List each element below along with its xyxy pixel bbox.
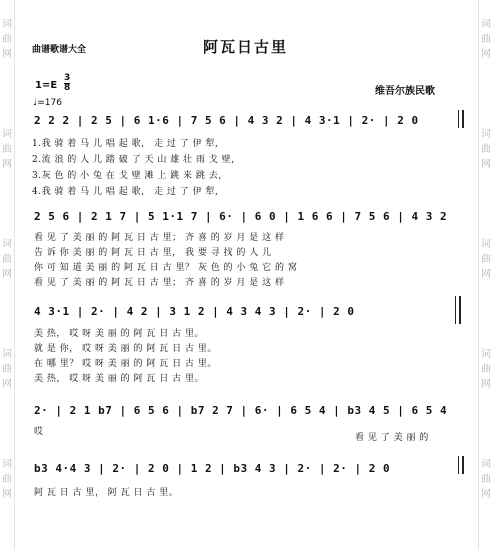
lyric-line: 哎 [34, 427, 44, 437]
watermark-char: 词 [481, 459, 491, 470]
song-title: 阿瓦日古里 [203, 38, 289, 56]
lyric-line: 就 是 你， 哎 呀 美 丽 的 阿 瓦 日 古 里。 [34, 344, 217, 354]
notation-line: 2 5 6 | 2 1 7 | 5 1·1 7 | 6· | 6 0 | 1 6 6 | 7 5 6 | 4 3 2 [34, 210, 448, 223]
watermark-char: 网 [2, 49, 12, 60]
lyric-line: 2.流 浪 的 人 儿 踏 破 了 天 山 雄 壮 雨 戈 壁， [32, 155, 241, 165]
watermark-char: 曲 [2, 254, 12, 265]
watermark-char: 网 [2, 489, 12, 500]
watermark-char: 曲 [2, 364, 12, 375]
notation-line: 2· | 2 1 b7 | 6 5 6 | b7 2 7 | 6· | 6 5 4 | b3 4 5 | 6 5 4 [34, 404, 448, 417]
lyric-line: 在 哪 里？ 哎 呀 美 丽 的 阿 瓦 日 古 里。 [34, 359, 217, 369]
repeat-barline [458, 110, 464, 128]
watermark-char: 词 [2, 459, 12, 470]
watermark-char: 词 [2, 19, 12, 30]
final-barline [458, 456, 464, 474]
watermark-char: 曲 [2, 34, 12, 45]
watermark-char: 曲 [2, 474, 12, 485]
source-label: 曲谱歌谱大全 [32, 45, 87, 55]
lyric-line: 看 见 了 美 丽 的 阿 瓦 日 古 里； 齐 喜 的 岁 月 是 这 样 [34, 233, 285, 243]
watermark-char: 曲 [481, 364, 491, 375]
lyric-line: 美 热， 哎 呀 美 丽 的 阿 瓦 日 古 里。 [34, 329, 204, 339]
watermark-char: 词 [2, 239, 12, 250]
lyric-line: 看 见 了 美 丽 的 阿 瓦 日 古 里； 齐 喜 的 岁 月 是 这 样 [34, 278, 285, 288]
watermark-char: 曲 [481, 254, 491, 265]
watermark-char: 网 [2, 269, 12, 280]
notation-line: 4 3·1 | 2· | 4 2 | 3 1 2 | 4 3 4 3 | 2· | 2 0 [34, 305, 355, 318]
lyric-line: 告 诉 你 美 丽 的 阿 瓦 日 古 里， 我 要 寻 找 的 人 儿 [34, 248, 272, 258]
lyric-line: 3.灰 色 的 小 兔 在 戈 壁 滩 上 跳 来 跳 去， [32, 171, 228, 181]
watermark-char: 曲 [2, 144, 12, 155]
lyric-line: 美 热， 哎 呀 美 丽 的 阿 瓦 日 古 里。 [34, 374, 204, 384]
watermark-char: 网 [2, 379, 12, 390]
lyric-line: 4.我 骑 着 马 儿 唱 起 歌， 走 过 了 伊 犁， [32, 187, 225, 197]
time-signature [64, 74, 70, 93]
watermark-char: 词 [2, 129, 12, 140]
watermark-char: 曲 [481, 144, 491, 155]
watermark-char: 词 [2, 349, 12, 360]
lyric-line: 阿 瓦 日 古 里， 阿 瓦 日 古 里。 [34, 488, 179, 498]
repeat-barline [455, 296, 461, 324]
left-watermark-strip [0, 0, 15, 550]
watermark-char: 网 [481, 49, 491, 60]
right-watermark-strip [478, 0, 493, 550]
watermark-char: 词 [481, 349, 491, 360]
watermark-char: 词 [481, 239, 491, 250]
watermark-char: 网 [481, 379, 491, 390]
watermark-char: 词 [481, 19, 491, 30]
watermark-char: 网 [2, 159, 12, 170]
watermark-char: 曲 [481, 474, 491, 485]
watermark-char: 网 [481, 269, 491, 280]
meter-top: 3 [64, 73, 71, 83]
meter-bottom: 8 [64, 83, 71, 93]
tempo-mark: ♩=176 [33, 98, 62, 108]
notation-line: b3 4·4 3 | 2· | 2 0 | 1 2 | b3 4 3 | 2· | 2· | 2 0 [34, 462, 391, 475]
lyric-line: 你 可 知 道 美 丽 的 阿 瓦 日 古 里？ 灰 色 的 小 兔 它 的 窝 [34, 263, 298, 273]
song-origin: 维吾尔族民歌 [375, 86, 435, 97]
watermark-char: 网 [481, 489, 491, 500]
lyric-line: 1.我 骑 着 马 儿 唱 起 歌， 走 过 了 伊 犁， [32, 139, 225, 149]
lyric-line: 看 见 了 美 丽 的 [355, 433, 429, 443]
watermark-char: 网 [481, 159, 491, 170]
key-signature: 1=E [35, 80, 58, 91]
watermark-char: 曲 [481, 34, 491, 45]
notation-line: 2 2 2 | 2 5 | 6 1·6 | 7 5 6 | 4 3 2 | 4 3·1 | 2· | 2 0 [34, 114, 419, 127]
watermark-char: 词 [481, 129, 491, 140]
